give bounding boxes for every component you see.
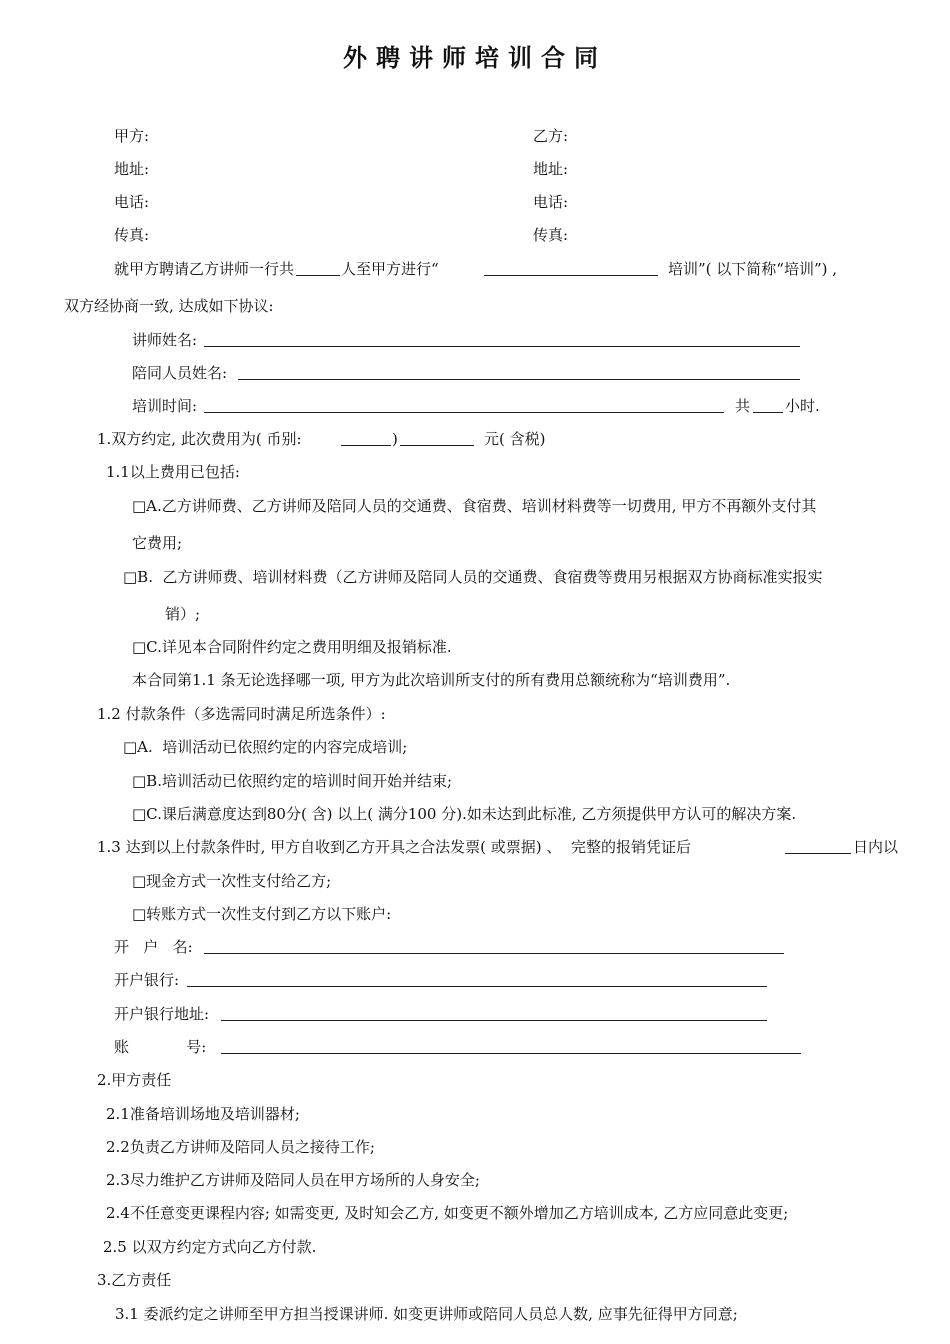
party-b-address-label: 地址:: [533, 160, 569, 178]
clause-3-1: 3.1 委派约定之讲师至甲方担当授课讲师. 如变更讲师或陪同人员总人数, 应事先征得甲方同意;: [115, 1305, 738, 1323]
training-time-blank: [204, 412, 724, 413]
clause-2-1: 2.1准备培训场地及培训器材;: [106, 1105, 300, 1123]
party-a-label: 甲方:: [114, 127, 150, 145]
fee-amount-blank: [400, 445, 474, 446]
party-a-fax-label: 传真:: [114, 226, 150, 244]
currency-blank: [341, 445, 391, 446]
section-2-heading: 2.甲方责任: [97, 1071, 172, 1089]
intro-text-1: 就甲方聘请乙方讲师一行共: [114, 260, 295, 278]
party-b-label: 乙方:: [533, 127, 569, 145]
training-name-blank: [484, 275, 658, 276]
hours-blank: [753, 412, 783, 413]
clause-1-3-a: 1.3 达到以上付款条件时, 甲方自收到乙方开具之合法发票( 或票据) 、 完整的报销凭证后: [97, 838, 691, 856]
payment-condition-a: □A. 培训活动已依照约定的内容完成培训;: [123, 738, 408, 756]
option-1-1-c: □C.详见本合同附件约定之费用明细及报销标准.: [132, 638, 452, 656]
option-1-1-a-line1: □A.乙方讲师费、乙方讲师及陪同人员的交通费、食宿费、培训材料费等一切费用, 甲方不再额外支付其: [132, 497, 817, 515]
party-b-phone-label: 电话:: [533, 193, 569, 211]
bank-address-blank: [221, 1020, 767, 1021]
option-1-1-b-line1: □B. 乙方讲师费、培训材料费（乙方讲师及陪同人员的交通费、食宿费等费用另根据双方协商标准实报实: [123, 568, 823, 586]
lecturer-name-label: 讲师姓名:: [132, 331, 198, 349]
account-number-label: 账 号:: [114, 1038, 207, 1056]
option-1-1-b-line2: 销）;: [165, 605, 201, 623]
lecturer-name-blank: [204, 346, 800, 347]
intro-text-2: 人至甲方进行“: [341, 260, 439, 278]
account-number-blank: [221, 1053, 801, 1054]
clause-1-1-summary: 本合同第1.1 条无论选择哪一项, 甲方为此次培训所支付的所有费用总额统称为“培训费用”.: [132, 671, 731, 689]
headcount-blank: [296, 275, 340, 276]
payment-condition-c: □C.课后满意度达到80分( 含) 以上( 满分100 分).如未达到此标准, 乙方须提供甲方认可的解决方案.: [132, 805, 797, 823]
companion-names-label: 陪同人员姓名:: [132, 364, 228, 382]
clause-1-2: 1.2 付款条件（多选需同时满足所选条件）:: [97, 705, 386, 723]
companion-names-blank: [238, 379, 800, 380]
account-name-blank: [204, 953, 784, 954]
document-title: 外聘讲师培训合同: [343, 44, 607, 72]
clause-2-4: 2.4不任意变更课程内容; 如需变更, 及时知会乙方, 如变更不额外增加乙方培训成本, 乙方应同意此变更;: [106, 1204, 789, 1222]
party-a-address-label: 地址:: [114, 160, 150, 178]
party-a-phone-label: 电话:: [114, 193, 150, 211]
fee-clause-b: ): [392, 430, 398, 448]
clause-2-5: 2.5 以双方约定方式向乙方付款.: [103, 1238, 317, 1256]
training-time-label: 培训时间:: [132, 397, 198, 415]
hours-suffix: 小时.: [785, 397, 820, 415]
payment-days-blank: [785, 853, 851, 854]
clause-2-2: 2.2负责乙方讲师及陪同人员之接待工作;: [106, 1138, 375, 1156]
bank-address-label: 开户银行地址:: [114, 1005, 210, 1023]
clause-1-1: 1.1以上费用已包括:: [106, 463, 240, 481]
party-b-fax-label: 传真:: [533, 226, 569, 244]
payment-condition-b: □B.培训活动已依照约定的培训时间开始并结束;: [132, 772, 453, 790]
bank-blank: [187, 986, 767, 987]
clause-2-3: 2.3尽力维护乙方讲师及陪同人员在甲方场所的人身安全;: [106, 1171, 480, 1189]
fee-clause-a: 1.双方约定, 此次费用为( 币别:: [97, 430, 302, 448]
total-prefix: 共: [735, 397, 751, 415]
option-1-1-a-line2: 它费用;: [132, 534, 183, 552]
payment-method-transfer: □转账方式一次性支付到乙方以下账户:: [132, 905, 392, 923]
bank-label: 开户银行:: [114, 971, 180, 989]
intro-text-line2: 双方经协商一致, 达成如下协议:: [64, 297, 274, 315]
fee-clause-c: 元( 含税): [484, 430, 546, 448]
intro-text-3: 培训”( 以下简称“培训”) ,: [668, 260, 838, 278]
account-name-label: 开 户 名:: [114, 938, 193, 956]
section-3-heading: 3.乙方责任: [97, 1271, 172, 1289]
payment-method-cash: □现金方式一次性支付给乙方;: [132, 872, 332, 890]
clause-1-3-b: 日内以: [853, 838, 899, 856]
